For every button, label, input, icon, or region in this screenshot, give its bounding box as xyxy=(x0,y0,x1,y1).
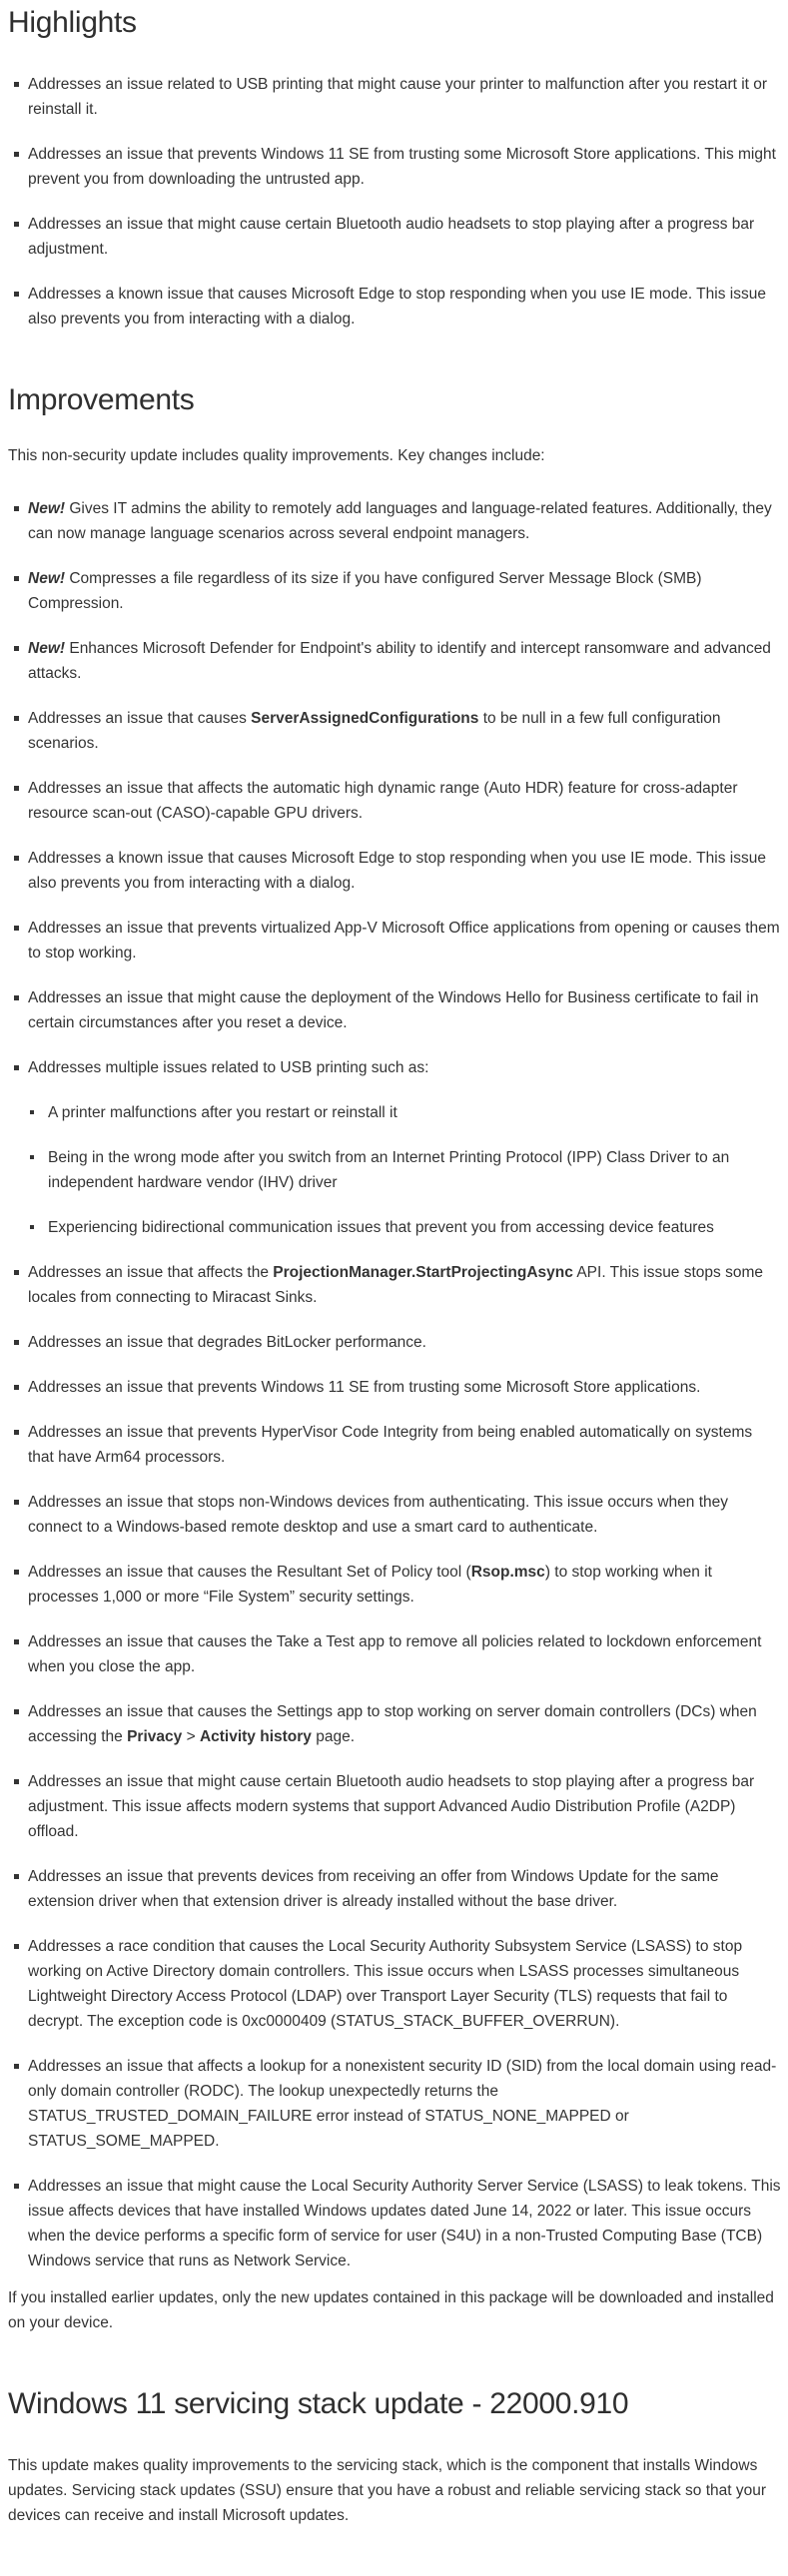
improvement-item xyxy=(8,846,781,896)
text-segment: Addresses an issue that might cause certain Bluetooth audio headsets to stop playing after a progress bar adjustment. This issue affects modern systems that support Advanced Audio Distribution Profile (A2DP) offload. xyxy=(28,1773,755,1840)
emphasized-text: New! xyxy=(28,640,66,657)
improvement-item xyxy=(8,1934,781,2034)
text-segment: Compresses a file regardless of its size if you have configured Server Message Block (SMB) Compression. xyxy=(28,570,702,612)
text-segment: Addresses a race condition that causes the Local Security Authority Subsystem Service (LSASS) to stop working on Active Directory domain controllers. This issue occurs when LSASS processes simultaneous Lightweight Directory Access Protocol (LDAP) over Transport Layer Security (TLS) requests that fail to decrypt. The exception code is 0xc0000409 (STATUS_STACK_BUFFER_OVERRUN). xyxy=(28,1938,743,2030)
highlights-heading: Highlights xyxy=(8,6,137,39)
improvements-heading: Improvements xyxy=(8,383,195,416)
text-segment: Addresses an issue that prevents virtualized App-V Microsoft Office applications from opening or causes them to stop working. xyxy=(28,920,780,962)
highlight-item xyxy=(8,212,781,262)
text-segment: Addresses an issue that might cause the deployment of the Windows Hello for Business certificate to fail in certain circumstances after you reset a device. xyxy=(28,989,759,1031)
text-segment: Addresses a known issue that causes Microsoft Edge to stop responding when you use IE mode. This issue also prevents you from interacting with a dialog. xyxy=(28,286,766,327)
text-segment: Addresses an issue that causes the Resultant Set of Policy tool ( xyxy=(28,1564,471,1581)
text-segment: Experiencing bidirectional communication issues that prevent you from accessing device features xyxy=(48,1219,714,1236)
highlight-item xyxy=(8,142,781,192)
text-segment: Addresses an issue that prevents HyperVisor Code Integrity from being enabled automatically on systems that have Arm64 processors. xyxy=(28,1424,753,1466)
emphasized-text: Rsop.msc xyxy=(470,1564,545,1581)
sub-list-item xyxy=(28,1100,781,1125)
improvement-item xyxy=(8,566,781,616)
text-segment: ) to stop working when it processes 1,000 or more “File System” security settings. xyxy=(28,1564,712,1606)
text-segment: Addresses multiple issues related to USB printing such as: xyxy=(28,1059,429,1076)
improvement-item xyxy=(8,2174,781,2273)
text-segment: A printer malfunctions after you restart or reinstall it xyxy=(48,1104,397,1121)
text-segment: Addresses an issue that might cause the Local Security Authority Server Service (LSASS) to leak tokens. This issue affects devices that have installed Windows updates dated June 14, 2022 or later. This issue occurs when the device performs a specific form of service for user (S4U) in a non-Trusted Computing Base (TCB) Windows service that runs as Network Service. xyxy=(28,2178,781,2269)
improvements-section xyxy=(8,383,781,2335)
highlight-item xyxy=(8,72,781,122)
improvements-outro: If you installed earlier updates, only the new updates contained in this package will be downloaded and installed on your device. xyxy=(8,2289,774,2331)
highlight-item xyxy=(8,282,781,331)
text-segment: Addresses an issue that stops non-Windows devices from authenticating. This issue occurs when they connect to a Windows-based remote desktop and use a smart card to authenticate. xyxy=(28,1494,729,1536)
text-segment: Addresses an issue that causes the Take a Test app to remove all policies related to lockdown enforcement when you close the app. xyxy=(28,1633,762,1675)
servicing-stack-heading: Windows 11 servicing stack update - 22000.910 xyxy=(8,2387,629,2420)
sub-bullet-list xyxy=(28,1100,781,1240)
emphasized-text: Activity history xyxy=(199,1728,312,1745)
emphasized-text: ServerAssignedConfigurations xyxy=(251,710,479,727)
improvement-item xyxy=(8,2054,781,2154)
improvement-item xyxy=(8,1260,781,1310)
improvement-item xyxy=(8,496,781,546)
text-segment: Addresses an issue that prevents Windows 11 SE from trusting some Microsoft Store applications. xyxy=(28,1379,701,1396)
improvement-item xyxy=(8,1864,781,1914)
improvement-item xyxy=(8,1769,781,1844)
text-segment: Addresses a known issue that causes Microsoft Edge to stop responding when you use IE mode. This issue also prevents you from interacting with a dialog. xyxy=(28,850,766,892)
text-segment: Enhances Microsoft Defender for Endpoint's ability to identify and intercept ransomware and advanced attacks. xyxy=(28,640,771,682)
text-segment: Gives IT admins the ability to remotely add languages and language-related features. Additionally, they can now manage language scenarios across several endpoint managers. xyxy=(28,500,772,542)
servicing-stack-body: This update makes quality improvements to the servicing stack, which is the component that installs Windows updates. Servicing stack updates (SSU) ensure that you have a robust and reliable servicing stack so that your devices can receive and install Microsoft updates. xyxy=(8,2457,767,2524)
improvement-item xyxy=(8,636,781,686)
sub-list-item xyxy=(28,1215,781,1240)
text-segment: Addresses an issue that prevents Windows 11 SE from trusting some Microsoft Store applications. This might prevent you from downloading the untrusted app. xyxy=(28,146,776,188)
text-segment: API. This issue stops some locales from connecting to Miracast Sinks. xyxy=(28,1264,763,1306)
improvement-item xyxy=(8,1560,781,1610)
emphasized-text: Privacy xyxy=(127,1728,183,1745)
highlights-list xyxy=(8,72,781,331)
improvement-item xyxy=(8,916,781,966)
text-segment: Addresses an issue that affects a lookup for a nonexistent security ID (SID) from the local domain using read-only domain controller (RODC). The lookup unexpectedly returns the STATUS_TRUSTED_DOMAIN_FAILURE error instead of STATUS_NONE_MAPPED or STATUS_SOME_MAPPED. xyxy=(28,2058,777,2150)
improvement-item xyxy=(8,1375,781,1400)
text-segment: Addresses an issue that affects the xyxy=(28,1264,274,1281)
text-segment: Addresses an issue that causes the Settings app to stop working on server domain controllers (DCs) when accessing the xyxy=(28,1703,757,1745)
text-segment: Addresses an issue related to USB printing that might cause your printer to malfunction after you restart it or reinstall it. xyxy=(28,76,768,118)
improvement-item xyxy=(8,1420,781,1470)
improvements-list xyxy=(8,496,781,2273)
text-segment: Addresses an issue that affects the automatic high dynamic range (Auto HDR) feature for cross-adapter resource scan-out (CASO)-capable GPU drivers. xyxy=(28,780,738,822)
emphasized-text: New! xyxy=(28,570,66,587)
servicing-stack-section xyxy=(8,2387,781,2528)
improvement-item xyxy=(8,985,781,1035)
emphasized-text: ProjectionManager.StartProjectingAsync xyxy=(273,1264,573,1281)
text-segment: Addresses an issue that might cause certain Bluetooth audio headsets to stop playing after a progress bar adjustment. xyxy=(28,216,755,258)
improvement-item xyxy=(8,1055,781,1240)
improvement-item xyxy=(8,1629,781,1679)
text-segment: Addresses an issue that degrades BitLocker performance. xyxy=(28,1334,426,1351)
improvement-item xyxy=(8,776,781,826)
highlights-section xyxy=(8,6,781,331)
text-segment: Being in the wrong mode after you switch from an Internet Printing Protocol (IPP) Class Driver to an independent hardware vendor (IHV) driver xyxy=(48,1149,730,1191)
text-segment: to be null in a few full configuration scenarios. xyxy=(28,710,721,752)
text-segment: Addresses an issue that causes xyxy=(28,710,252,727)
improvement-item xyxy=(8,706,781,756)
emphasized-text: New! xyxy=(28,500,66,517)
text-segment: page. xyxy=(311,1728,356,1745)
improvement-item xyxy=(8,1330,781,1355)
improvement-item xyxy=(8,1490,781,1540)
sub-list-item xyxy=(28,1145,781,1195)
text-segment: > xyxy=(182,1728,200,1745)
improvement-item xyxy=(8,1699,781,1749)
improvements-intro: This non-security update includes quality improvements. Key changes include: xyxy=(8,447,545,464)
text-segment: Addresses an issue that prevents devices from receiving an offer from Windows Update for the same extension driver when that extension driver is already installed without the base driver. xyxy=(28,1868,719,1910)
